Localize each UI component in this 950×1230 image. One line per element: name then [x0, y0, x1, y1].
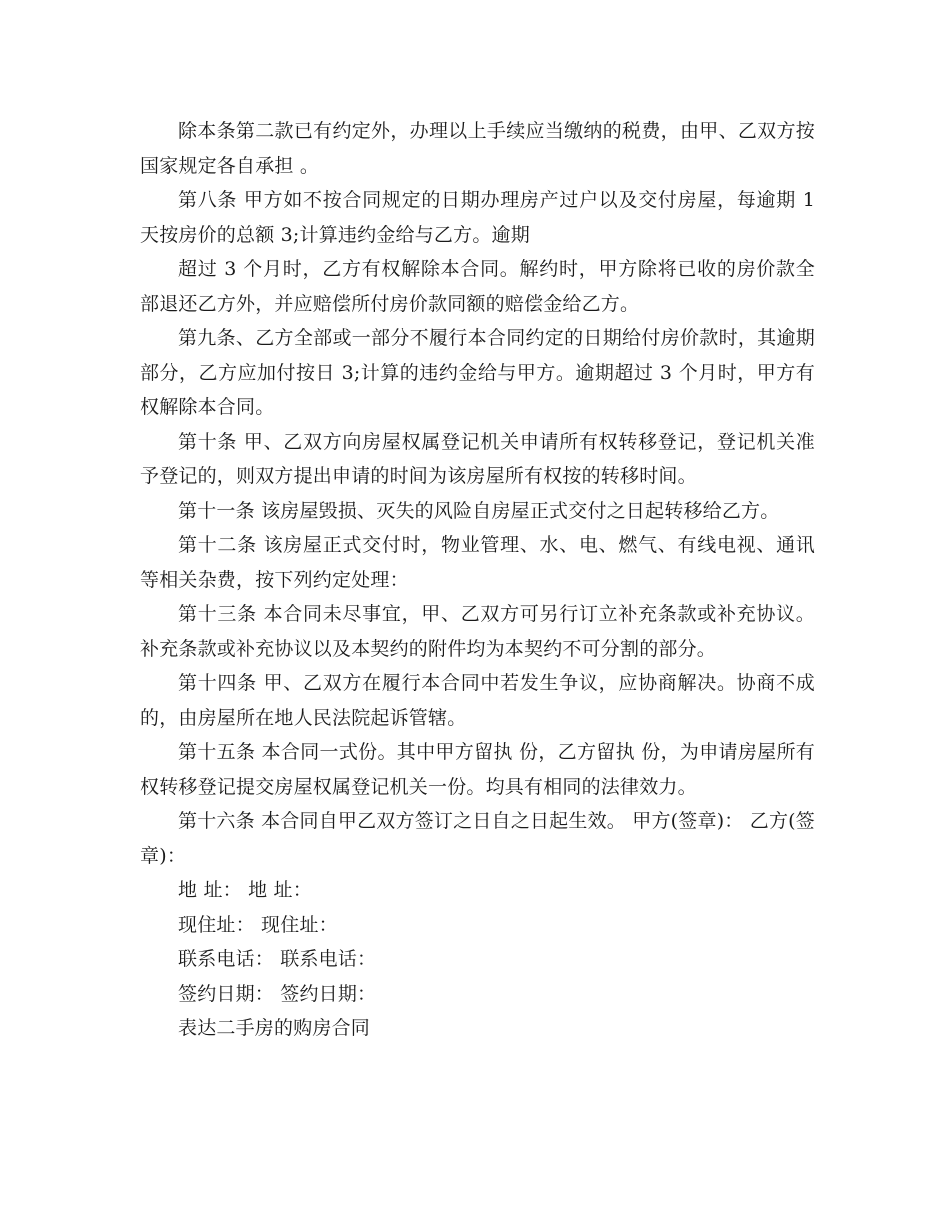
paragraph-article-8: 第八条 甲方如不按合同规定的日期办理房产过户以及交付房屋，每逾期 1 天按房价的总额 3;计算违约金给与乙方。逾期	[140, 189, 815, 246]
paragraph-article-16: 第十六条 本合同自甲乙双方签订之日自之日起生效。 甲方(签章)： 乙方(签章)：	[140, 810, 815, 867]
signature-address-line: 地 址： 地 址：	[178, 879, 312, 901]
signature-phone-line: 联系电话： 联系电话：	[178, 948, 377, 970]
closing-title-line: 表达二手房的购房合同	[178, 1017, 371, 1039]
paragraph-article-8-cont: 超过 3 个月时，乙方有权解除本合同。解约时，甲方除将已收的房价款全部退还乙方外，并应赔偿所付房价款同额的赔偿金给乙方。	[140, 258, 815, 315]
paragraph-article-13: 第十三条 本合同未尽事宜，甲、乙双方可另行订立补充条款或补充协议。补充条款或补充协议以及本契约的附件均为本契约不可分割的部分。	[140, 603, 815, 660]
paragraph-taxes: 除本条第二款已有约定外，办理以上手续应当缴纳的税费，由甲、乙双方按国家规定各自承担 。	[140, 120, 815, 177]
signature-residence-line: 现住址： 现住址：	[178, 913, 338, 936]
paragraph-article-12: 第十二条 该房屋正式交付时，物业管理、水、电、燃气、有线电视、通讯等相关杂费，按下列约定处理：	[140, 534, 815, 591]
paragraph-article-11: 第十一条 该房屋毁损、灭失的风险自房屋正式交付之日起转移给乙方。	[178, 499, 780, 522]
paragraph-article-10: 第十条 甲、乙双方向房屋权属登记机关申请所有权转移登记，登记机关准予登记的，则双方提出申请的时间为该房屋所有权按的转移时间。	[140, 430, 815, 487]
contract-body	[140, 114, 815, 1046]
paragraph-article-9: 第九条、乙方全部或一部分不履行本合同约定的日期给付房价款时，其逾期部分，乙方应加付按日 3;计算的违约金给与甲方。逾期超过 3 个月时，甲方有权解除本合同。	[140, 327, 815, 418]
paragraph-article-15: 第十五条 本合同一式份。其中甲方留执 份，乙方留执 份，为申请房屋所有权转移登记提交房屋权属登记机关一份。均具有相同的法律效力。	[140, 741, 815, 798]
signature-date-line: 签约日期： 签约日期：	[178, 982, 377, 1005]
paragraph-article-14: 第十四条 甲、乙双方在履行本合同中若发生争议，应协商解决。协商不成的，由房屋所在地人民法院起诉管辖。	[140, 672, 815, 729]
